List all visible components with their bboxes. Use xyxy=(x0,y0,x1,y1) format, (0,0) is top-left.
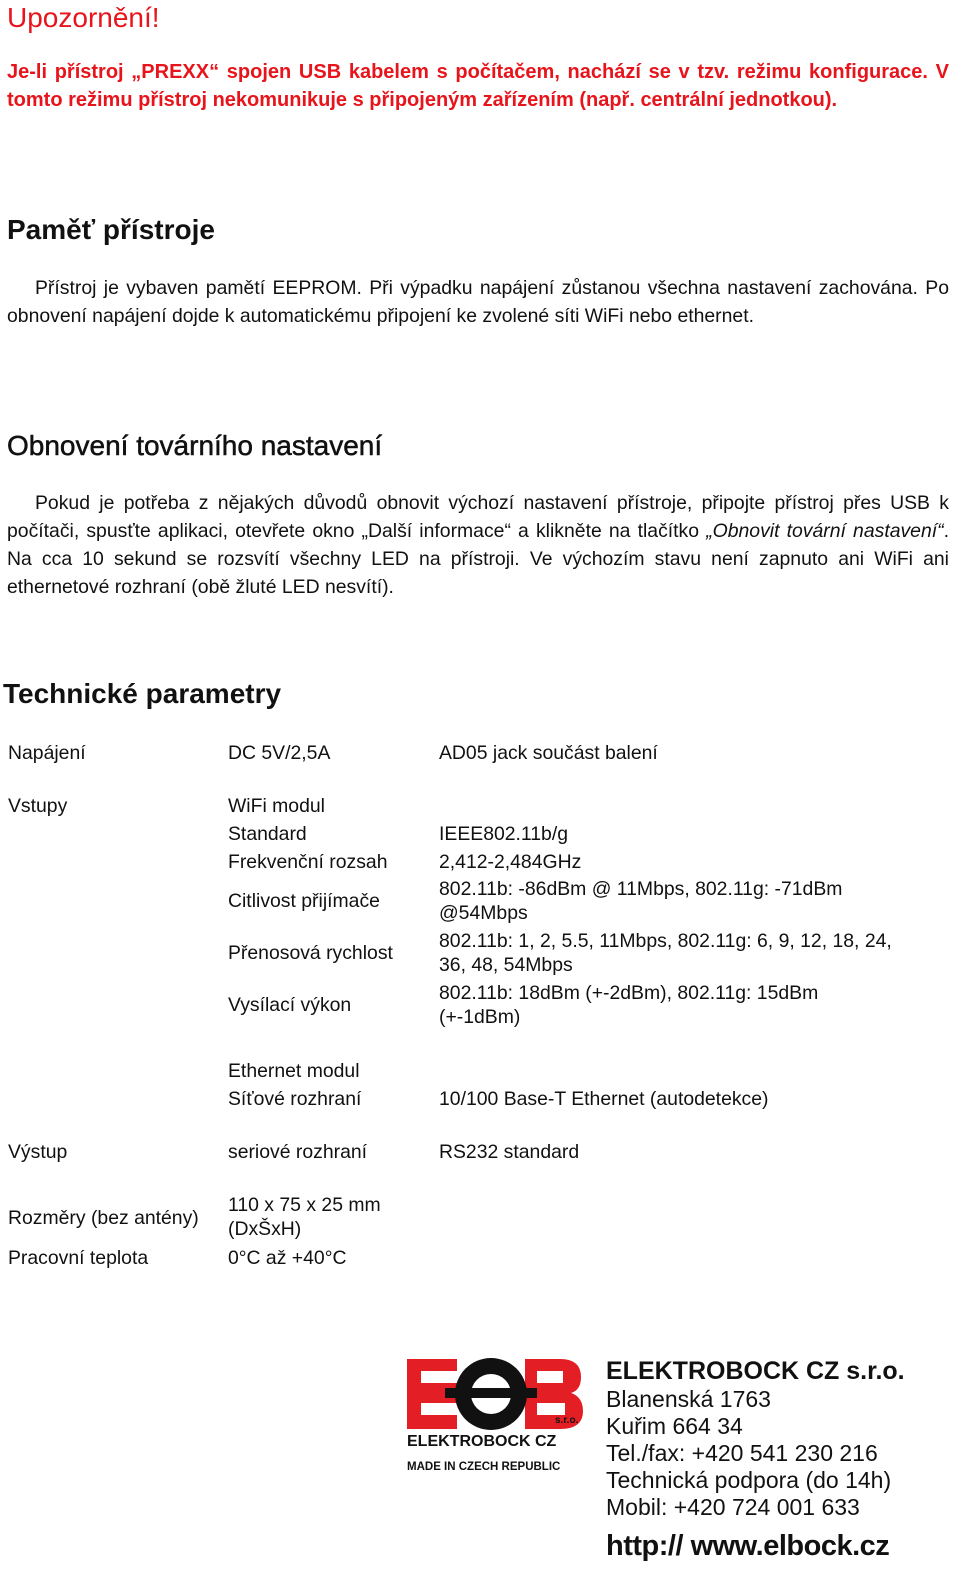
spec-power-note: AD05 jack součást balení xyxy=(439,742,658,764)
factory-reset-text-after: . Na cca 10 sekund se rozsvítí všechny LED na přístroji. Ve výchozím stavu není zapnuto ani WiFi ani ethernetové rozhraní (obě žluté LED nesvítí). xyxy=(7,520,949,598)
footer-street: Blanenská 1763 xyxy=(606,1386,771,1412)
spec-sensitivity-label: Citlivost přijímače xyxy=(228,890,380,912)
spec-power-label: Napájení xyxy=(8,742,86,764)
factory-reset-text-before: Pokud je potřeba z nějakých důvodů obnovit výchozí nastavení přístroje, připojte přístroj přes USB k počítači, spusťte aplikaci, otevřete okno „Další informace“ a klikněte na tlačítko xyxy=(7,492,949,542)
spec-txpower-value: 802.11b: 18dBm (+-2dBm), 802.11g: 15dBm (+-1dBm) xyxy=(439,982,819,1028)
spec-network-value: 10/100 Base-T Ethernet (autodetekce) xyxy=(439,1088,769,1110)
footer-support: Technická podpora (do 14h) xyxy=(606,1467,892,1493)
spec-dimensions-value: 110 x 75 x 25 mm (DxŠxH) xyxy=(228,1194,381,1240)
memory-heading: Paměť přístroje xyxy=(7,214,215,245)
memory-text xyxy=(7,274,949,330)
warning-text: Je-li přístroj „PREXX“ spojen USB kabelem s počítačem, nachází se v tzv. režimu konfigurace. V tomto režimu přístroj nekomunikuje s připojeným zařízením (např. centrální jednotkou). xyxy=(7,61,949,111)
warning-title: Upozornění! xyxy=(7,2,160,33)
spec-network-label: Síťové rozhraní xyxy=(228,1088,362,1110)
factory-reset-heading: Obnovení továrního nastavení xyxy=(7,430,383,461)
spec-output-label: Výstup xyxy=(8,1141,68,1163)
footer-company: ELEKTROBOCK CZ s.r.o. xyxy=(606,1357,905,1385)
spec-ethernet-module: Ethernet modul xyxy=(228,1060,360,1082)
spec-output-value: seriové rozhraní xyxy=(228,1141,368,1163)
spec-inputs-label: Vstupy xyxy=(8,795,68,817)
spec-sensitivity-value: 802.11b: -86dBm @ 11Mbps, 802.11g: -71dBm @54Mbps xyxy=(439,878,843,924)
spec-dimensions-label: Rozměry (bez antény) xyxy=(8,1207,199,1229)
factory-reset-text xyxy=(7,489,949,601)
footer-mobile: Mobil: +420 724 001 633 xyxy=(606,1494,860,1520)
spec-freq-label: Frekvenční rozsah xyxy=(228,851,388,873)
spec-standard-label: Standard xyxy=(228,823,307,845)
factory-reset-button-ref: „Obnovit tovární nastavení“ xyxy=(706,520,944,542)
spec-standard-value: IEEE802.11b/g xyxy=(439,823,569,845)
specs-heading: Technické parametry xyxy=(3,678,282,709)
logo-tagline: MADE IN CZECH REPUBLIC xyxy=(407,1461,561,1473)
footer-phone: Tel./fax: +420 541 230 216 xyxy=(606,1440,878,1466)
spec-power-value: DC 5V/2,5A xyxy=(228,742,331,764)
spec-temp-label: Pracovní teplota xyxy=(8,1247,149,1269)
footer-city: Kuřim 664 34 xyxy=(606,1413,743,1439)
spec-temp-value: 0°C až +40°C xyxy=(228,1247,347,1269)
company-logo xyxy=(405,1357,585,1482)
spec-wifi-module: WiFi modul xyxy=(228,795,325,817)
spec-rate-value: 802.11b: 1, 2, 5.5, 11Mbps, 802.11g: 6, 9, 12, 18, 24, 36, 48, 54Mbps xyxy=(439,930,892,976)
spec-output-note: RS232 standard xyxy=(439,1141,580,1163)
spec-freq-value: 2,412-2,484GHz xyxy=(439,851,582,873)
spec-rate-label: Přenosová rychlost xyxy=(228,942,393,964)
logo-name: ELEKTROBOCK CZ xyxy=(407,1433,557,1450)
logo-sro: s.r.o. xyxy=(555,1415,579,1426)
footer-web-link[interactable]: http:// www.elbock.cz xyxy=(606,1530,890,1562)
memory-text-body: Přístroj je vybaven pamětí EEPROM. Při výpadku napájení zůstanou všechna nastavení zachována. Po obnovení napájení dojde k automatickému připojení ke zvolené síti WiFi nebo ethernet. xyxy=(7,277,949,327)
spec-txpower-label: Vysílací výkon xyxy=(228,994,352,1016)
